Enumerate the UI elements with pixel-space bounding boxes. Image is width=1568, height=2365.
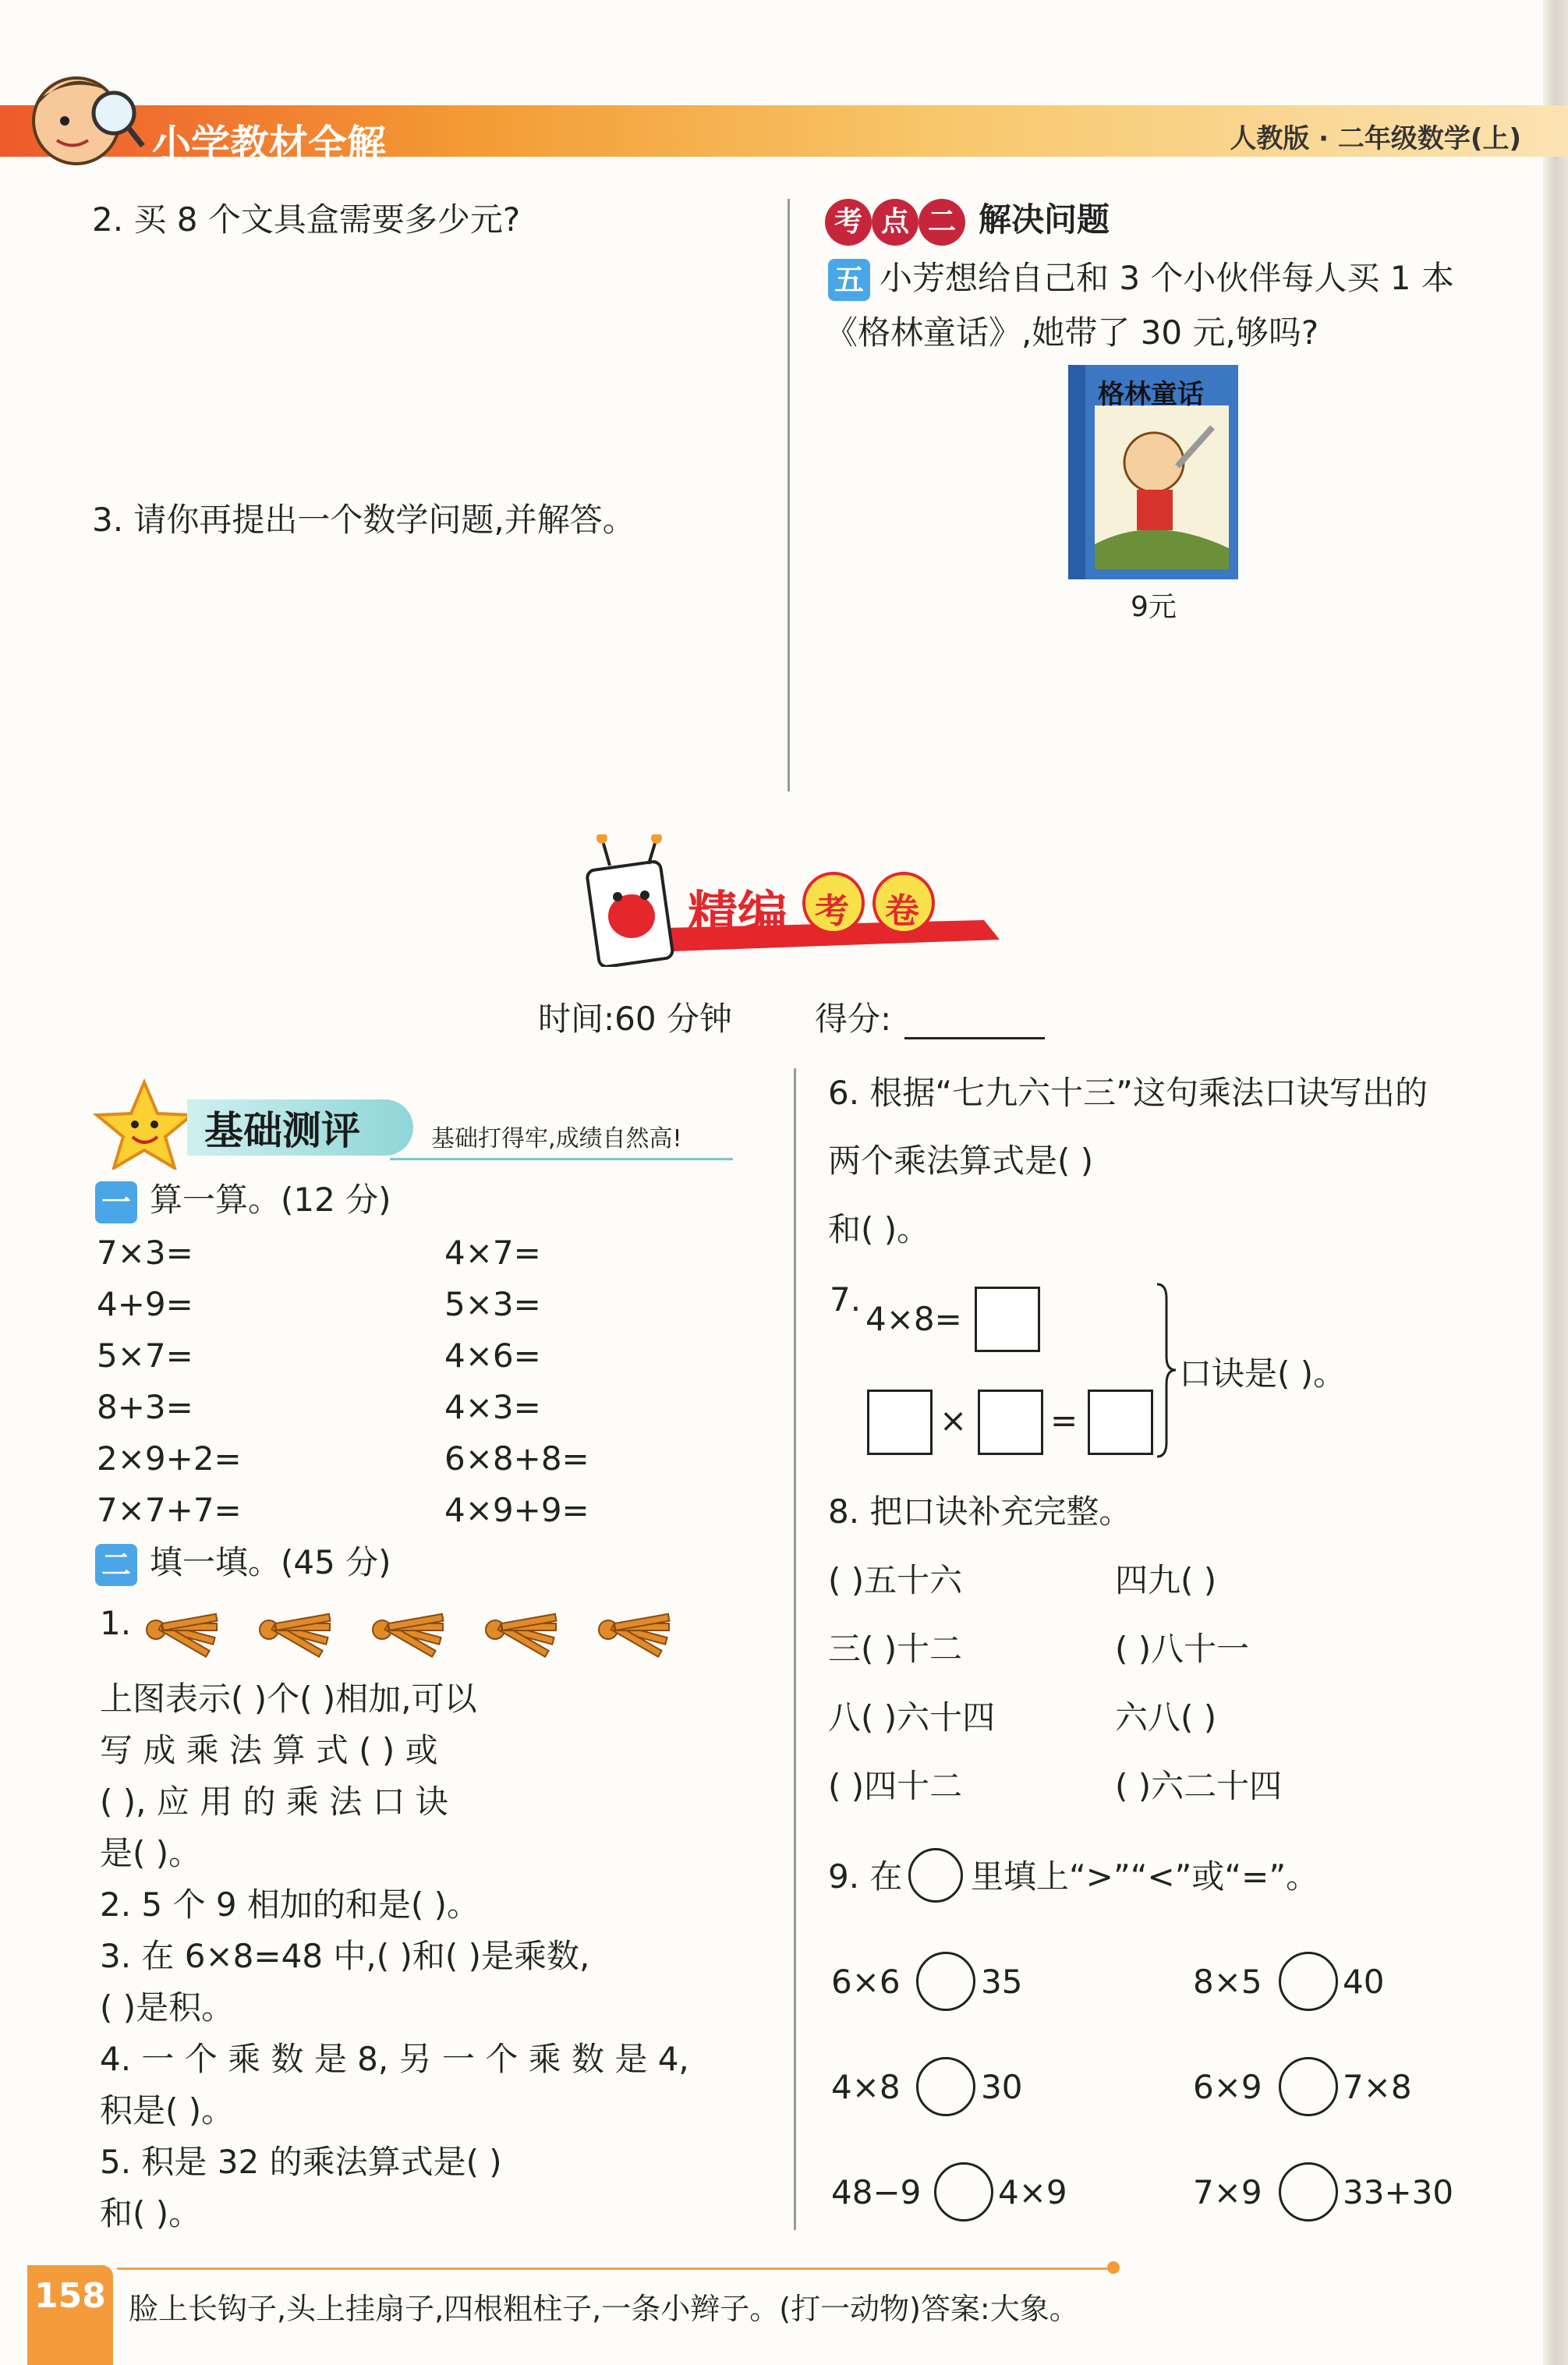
q9-right-b: 7×8: [1343, 2068, 1412, 2106]
calc-right: 4×7=: [444, 1234, 541, 1272]
part2-badge-wrap: [95, 1544, 137, 1586]
score-label: 得分:: [815, 1000, 892, 1038]
q9-left-b: 30: [981, 2068, 1023, 2106]
q5-badge-wrap: [828, 259, 870, 301]
calc-right: 4×3=: [444, 1388, 541, 1426]
calc-left: 7×3=: [97, 1234, 193, 1272]
q9-compare-circle[interactable]: [1279, 1952, 1338, 2011]
mascot-icon: [22, 58, 147, 183]
q9-left-a: 6×6: [831, 1963, 901, 2001]
q9-compare-circle[interactable]: [916, 1952, 975, 2011]
exam-time: 时间:60 分钟: [538, 1000, 732, 1038]
page-number: 158: [27, 2265, 113, 2365]
q5-line2: 《格林童话》,她带了 30 元,够吗?: [825, 313, 1319, 352]
q9-compare-circle[interactable]: [916, 2057, 975, 2116]
kaodian-char: 考: [825, 199, 872, 246]
calc-left: 4+9=: [97, 1285, 193, 1323]
q8-item: ( )四十二: [828, 1767, 963, 1805]
q7-product-box[interactable]: [1088, 1390, 1153, 1455]
q9-right-a: 8×5: [1193, 1963, 1262, 2001]
footer-line: [117, 2268, 1115, 2270]
section-underline: [390, 1158, 733, 1160]
column-divider-top: [788, 199, 790, 791]
q3-line1: 3. 在 6×8=48 中,( )和( )是乘数,: [100, 1937, 590, 1975]
q4-line1: 4. 一 个 乘 数 是 8, 另 一 个 乘 数 是 4,: [100, 2040, 689, 2078]
q9-right-a: 7×9: [1193, 2173, 1262, 2211]
q3-line2: ( )是积。: [100, 1988, 235, 2027]
question-3-top: 3. 请你再提出一个数学问题,并解答。: [92, 501, 635, 539]
calc-right: 5×3=: [444, 1285, 541, 1323]
q9-right-b: 40: [1343, 1963, 1385, 2001]
q8-item: ( )八十一: [1115, 1630, 1250, 1668]
section-title: 基础测评: [204, 1108, 360, 1153]
q8-item: 三( )十二: [828, 1630, 963, 1668]
q8-item: 八( )六十四: [828, 1698, 996, 1737]
q7-number: 7.: [830, 1280, 862, 1319]
q7-koujue: 口诀是( )。: [1179, 1354, 1347, 1393]
part1-title: 算一算。(12 分): [150, 1181, 391, 1219]
part2-title: 填一填。(45 分): [150, 1543, 391, 1581]
q7-brace: [1154, 1283, 1177, 1458]
q6-line3: 和( )。: [828, 1210, 930, 1248]
book-title: 小学教材全解: [152, 122, 386, 167]
q7-expr: 4×8=: [865, 1300, 962, 1338]
q7-answer-box[interactable]: [975, 1287, 1040, 1352]
q1-line1: 上图表示( )个( )相加,可以: [100, 1680, 477, 1718]
q6-line1: 6. 根据“七九六十三”这句乘法口诀写出的: [828, 1074, 1428, 1112]
q1-line2: 写 成 乘 法 算 式 ( ) 或: [100, 1731, 438, 1769]
q5-line1: 小芳想给自己和 3 个小伙伴每人买 1 本: [880, 259, 1454, 297]
calc-left: 8+3=: [97, 1388, 193, 1426]
q9-compare-circle[interactable]: [934, 2162, 993, 2222]
part2-badge: 二: [95, 1544, 137, 1586]
star-icon: [92, 1076, 197, 1170]
q1-number: 1.: [100, 1604, 132, 1642]
q9-compare-circle[interactable]: [1279, 2162, 1338, 2222]
q7-factor-box[interactable]: [978, 1390, 1043, 1455]
banner-char-kao: 考: [815, 891, 849, 931]
q9-left-a: 4×8: [831, 2068, 901, 2106]
kaodian-title: 解决问题: [979, 200, 1110, 239]
q9-right-b: 33+30: [1343, 2173, 1454, 2211]
q8-item: ( )五十六: [828, 1561, 963, 1599]
section-slogan: 基础打得牢,成绩自然高!: [431, 1125, 682, 1152]
score-blank: [904, 1037, 1045, 1039]
keys-illustration: [133, 1598, 694, 1669]
q5-line2-fill: 和( )。: [100, 2194, 202, 2232]
q9-right-a: 6×9: [1193, 2068, 1262, 2106]
q5-badge: 五: [828, 259, 870, 301]
kaodian-char: 点: [872, 199, 919, 246]
q9-left-b: 35: [981, 1963, 1023, 2001]
q7-times: ×: [940, 1401, 968, 1439]
q9-compare-circle[interactable]: [1279, 2057, 1338, 2116]
q5-line1-fill: 5. 积是 32 的乘法算式是( ): [100, 2143, 502, 2181]
q1-line4: 是( )。: [100, 1834, 202, 1872]
q9-left-a: 48−9: [831, 2173, 922, 2211]
book-cover-title: 格林童话: [1098, 379, 1204, 410]
q8-item: 六八( ): [1115, 1698, 1217, 1737]
q9-title-b: 里填上“>”“<”或“=”。: [971, 1857, 1319, 1896]
calc-right: 4×9+9=: [444, 1491, 589, 1529]
kaodian-badge: [825, 199, 965, 246]
calc-left: 5×7=: [97, 1337, 193, 1375]
q8-item: ( )六二十四: [1115, 1767, 1283, 1805]
exam-banner: [579, 834, 1000, 967]
book-price: 9元: [1131, 591, 1177, 623]
kaodian-char: 二: [919, 199, 965, 246]
q8-title: 8. 把口诀补充完整。: [828, 1492, 1132, 1531]
footer-riddle: 脸上长钩子,头上挂扇子,四根粗柱子,一条小辫子。(打一动物)答案:大象。: [129, 2292, 1079, 2326]
edition-label: 人教版 · 二年级数学(上): [1230, 123, 1521, 154]
banner-title: 精编: [688, 887, 788, 944]
q2-fill: 2. 5 个 9 相加的和是( )。: [100, 1885, 480, 1924]
q9-title-a: 9. 在: [828, 1857, 903, 1896]
part1-badge-wrap: [95, 1181, 137, 1223]
calc-left: 2×9+2=: [97, 1439, 242, 1478]
q9-left-b: 4×9: [998, 2173, 1067, 2211]
q9-sample-circle: [908, 1848, 963, 1903]
q7-equals: =: [1050, 1401, 1078, 1439]
q6-line2: 两个乘法算式是( ): [828, 1142, 1094, 1180]
calc-left: 7×7+7=: [97, 1491, 242, 1529]
q7-factor-box[interactable]: [867, 1390, 933, 1455]
q8-item: 四九( ): [1115, 1561, 1217, 1599]
part1-badge: 一: [95, 1181, 137, 1223]
page-edge: [1543, 0, 1568, 2365]
banner-char-juan: 卷: [885, 891, 919, 931]
calc-right: 6×8+8=: [444, 1439, 589, 1478]
q1-line3: ( ), 应 用 的 乘 法 口 诀: [100, 1783, 448, 1821]
question-2-top: 2. 买 8 个文具盒需要多少元?: [92, 200, 521, 239]
column-divider-bottom: [794, 1068, 796, 2230]
calc-right: 4×6=: [444, 1337, 541, 1375]
q4-line2: 积是( )。: [100, 2091, 235, 2130]
footer-dot: [1107, 2261, 1120, 2274]
